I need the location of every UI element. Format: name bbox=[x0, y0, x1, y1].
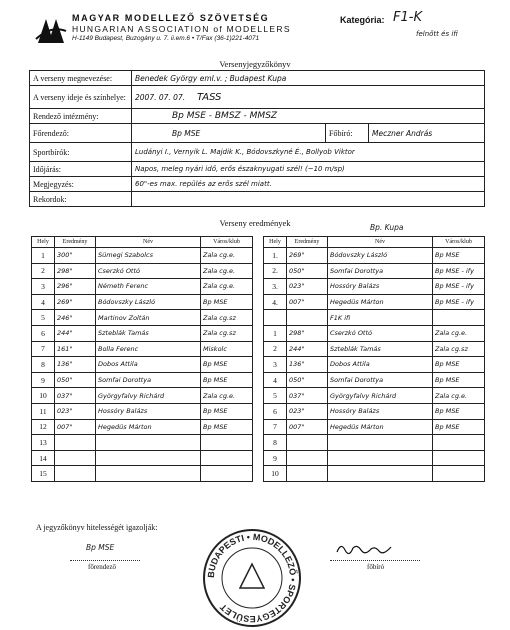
result-score: 161" bbox=[55, 341, 96, 357]
col-result: Eredmény bbox=[287, 237, 328, 248]
result-place: 7 bbox=[32, 341, 55, 357]
result-place: 13 bbox=[32, 435, 55, 451]
result-club bbox=[433, 310, 485, 326]
director-signature-label: főrendező bbox=[88, 563, 116, 571]
table-row bbox=[32, 435, 253, 451]
org-name-english: HUNGARIAN ASSOCIATION of MODELLERS bbox=[72, 24, 291, 34]
chief-judge-label: Főbíró: bbox=[326, 124, 369, 143]
result-score bbox=[287, 435, 328, 451]
result-club: Bp MSE - ify bbox=[433, 279, 485, 295]
result-place: 3. bbox=[264, 279, 287, 295]
result-name: Cserzkó Ottó bbox=[96, 263, 201, 279]
result-name: Hossóry Balázs bbox=[328, 279, 433, 295]
result-name bbox=[96, 466, 201, 482]
table-row bbox=[264, 372, 485, 388]
result-score bbox=[55, 435, 96, 451]
notes: 60"-es max. repülés az erős szél miatt. bbox=[132, 177, 485, 192]
table-row bbox=[264, 466, 485, 482]
result-place: 1. bbox=[264, 248, 287, 264]
result-place: 11 bbox=[32, 403, 55, 419]
table-row bbox=[264, 357, 485, 373]
date-place-label: A verseny ideje és színhelye: bbox=[30, 86, 132, 109]
result-club bbox=[433, 435, 485, 451]
result-name: Martinov Zoltán bbox=[96, 310, 201, 326]
result-place: 3 bbox=[32, 279, 55, 295]
result-place: 15 bbox=[32, 466, 55, 482]
result-score: 136" bbox=[287, 357, 328, 373]
competition-place: TASS bbox=[197, 91, 222, 103]
table-row bbox=[32, 388, 253, 404]
confirmation-text: A jegyzőkönyv hitelességét igazolják: bbox=[36, 523, 158, 532]
table-row bbox=[264, 435, 485, 451]
result-club: Zala cg.sz bbox=[201, 310, 253, 326]
result-name: Somfai Dorottya bbox=[328, 372, 433, 388]
result-club bbox=[201, 450, 253, 466]
result-name: Szteblák Tamás bbox=[328, 341, 433, 357]
result-name: Hossóry Balázs bbox=[96, 403, 201, 419]
result-score bbox=[287, 466, 328, 482]
result-place: 10 bbox=[32, 388, 55, 404]
result-place: 4 bbox=[264, 372, 287, 388]
result-club: Bp MSE bbox=[201, 403, 253, 419]
result-place: 8 bbox=[32, 357, 55, 373]
competition-name: Benedek György eml.v. ; Budapest Kupa bbox=[132, 71, 485, 86]
judges-label: Sportbírók: bbox=[30, 143, 132, 162]
result-name: Cserzkó Ottó bbox=[328, 325, 433, 341]
table-row bbox=[32, 325, 253, 341]
result-name: Németh Ferenc bbox=[96, 279, 201, 295]
result-club: Bp MSE bbox=[433, 372, 485, 388]
result-club: Bp MSE - ify bbox=[433, 263, 485, 279]
result-name: Hegedüs Márton bbox=[96, 419, 201, 435]
competition-info-table bbox=[29, 70, 485, 207]
result-name: Györgyfalvy Richárd bbox=[328, 388, 433, 404]
col-place: Hely bbox=[32, 237, 55, 248]
table-row bbox=[32, 310, 253, 326]
chief-judge-signature bbox=[335, 540, 395, 556]
table-row bbox=[32, 419, 253, 435]
result-score: 300" bbox=[55, 248, 96, 264]
result-score: 050" bbox=[287, 263, 328, 279]
result-score: 050" bbox=[55, 372, 96, 388]
weather-label: Időjárás: bbox=[30, 162, 132, 177]
result-club bbox=[433, 466, 485, 482]
result-place: 1 bbox=[264, 325, 287, 341]
table-row bbox=[264, 279, 485, 295]
result-place bbox=[264, 310, 287, 326]
result-place: 2. bbox=[264, 263, 287, 279]
result-score: 296" bbox=[55, 279, 96, 295]
results-table-left bbox=[31, 236, 253, 482]
result-score: 269" bbox=[55, 294, 96, 310]
table-row bbox=[32, 450, 253, 466]
result-club: Zala cg.e. bbox=[433, 388, 485, 404]
result-score: 050" bbox=[287, 372, 328, 388]
result-score: 136" bbox=[55, 357, 96, 373]
org-address: H-1149 Budapest, Buzogány u. 7. ii.em.6 • T/Fax (36-1)221-4071 bbox=[72, 35, 260, 42]
result-score: 023" bbox=[287, 403, 328, 419]
result-place: 9 bbox=[32, 372, 55, 388]
result-score: 298" bbox=[287, 325, 328, 341]
director-signature-line bbox=[70, 560, 140, 561]
result-score: 023" bbox=[287, 279, 328, 295]
result-name: Hegedüs Márton bbox=[328, 294, 433, 310]
result-place: 4 bbox=[32, 294, 55, 310]
result-name: Dobos Attila bbox=[96, 357, 201, 373]
result-place: 2 bbox=[264, 341, 287, 357]
competition-date: 2007. 07. 07. bbox=[135, 92, 186, 102]
records bbox=[132, 192, 485, 207]
result-place: 10 bbox=[264, 466, 287, 482]
result-name: Dobos Attila bbox=[328, 357, 433, 373]
result-club: Bp MSE bbox=[433, 403, 485, 419]
document-title: Versenyjegyzőkönyv bbox=[219, 59, 291, 69]
col-name: Név bbox=[328, 237, 433, 248]
records-label: Rekordok: bbox=[30, 192, 132, 207]
result-club bbox=[433, 450, 485, 466]
result-score: 007" bbox=[287, 419, 328, 435]
result-club: Bp MSE - ify bbox=[433, 294, 485, 310]
col-name: Név bbox=[96, 237, 201, 248]
result-place: 14 bbox=[32, 450, 55, 466]
result-club: Zala cg.e. bbox=[201, 263, 253, 279]
result-name bbox=[96, 450, 201, 466]
result-place: 6 bbox=[264, 403, 287, 419]
result-club: Bp MSE bbox=[201, 419, 253, 435]
table-row bbox=[264, 450, 485, 466]
result-club bbox=[201, 466, 253, 482]
result-club: Zala cg.e. bbox=[201, 279, 253, 295]
result-place: 9 bbox=[264, 450, 287, 466]
table-header-row bbox=[264, 237, 485, 248]
result-name: Bolla Ferenc bbox=[96, 341, 201, 357]
result-place: 12 bbox=[32, 419, 55, 435]
result-name: Hossóry Balázs bbox=[328, 403, 433, 419]
result-club: Zala cg.sz bbox=[201, 325, 253, 341]
director-label: Főrendező: bbox=[30, 124, 132, 143]
result-place: 6 bbox=[32, 325, 55, 341]
table-row bbox=[264, 388, 485, 404]
result-place: 2 bbox=[32, 263, 55, 279]
table-row bbox=[264, 403, 485, 419]
table-row bbox=[32, 372, 253, 388]
result-name: Somfai Dorottya bbox=[328, 263, 433, 279]
result-score: 007" bbox=[55, 419, 96, 435]
chief-judge-signature-line bbox=[330, 560, 420, 561]
result-score bbox=[287, 450, 328, 466]
association-logo bbox=[34, 13, 68, 47]
result-score: 246" bbox=[55, 310, 96, 326]
table-row bbox=[264, 263, 485, 279]
result-score bbox=[55, 450, 96, 466]
col-place: Hely bbox=[264, 237, 287, 248]
organizer: Bp MSE - BMSZ - MMSZ bbox=[132, 109, 485, 124]
col-club: Város/klub bbox=[201, 237, 253, 248]
result-club: Bp MSE bbox=[201, 357, 253, 373]
result-score: 298" bbox=[55, 263, 96, 279]
judges: Ludányi I., Vernyik L. Majdik K., Bódovszkyné É., Bollyob Viktor bbox=[132, 143, 485, 162]
result-club: Bp MSE bbox=[201, 372, 253, 388]
stamp-text: BUDAPESTI • MODELLEZŐ • SPORTEGYESÜLET bbox=[205, 531, 299, 625]
result-club: Bp MSE bbox=[433, 357, 485, 373]
result-club: Zala cg.e. bbox=[433, 325, 485, 341]
table-header-row bbox=[32, 237, 253, 248]
result-club: Bp MSE bbox=[433, 419, 485, 435]
result-club bbox=[201, 435, 253, 451]
table-row bbox=[264, 325, 485, 341]
table-row bbox=[264, 310, 485, 326]
table-row bbox=[264, 294, 485, 310]
result-club: Zala cg.e. bbox=[201, 388, 253, 404]
result-name bbox=[328, 450, 433, 466]
weather: Napos, meleg nyári idő, erős északnyugati szél! (~10 m/sp) bbox=[132, 162, 485, 177]
result-name: Hegedüs Márton bbox=[328, 419, 433, 435]
table-row bbox=[32, 279, 253, 295]
result-score: 023" bbox=[55, 403, 96, 419]
club-stamp bbox=[200, 526, 304, 630]
result-name bbox=[328, 466, 433, 482]
result-place: 7 bbox=[264, 419, 287, 435]
result-place: 3 bbox=[264, 357, 287, 373]
category-sub: felnőtt és ifi bbox=[416, 30, 458, 38]
result-score: 244" bbox=[55, 325, 96, 341]
result-name: F1K ifi bbox=[328, 310, 433, 326]
result-club: Bp MSE bbox=[201, 294, 253, 310]
result-name bbox=[96, 435, 201, 451]
result-score bbox=[55, 466, 96, 482]
table-row bbox=[264, 419, 485, 435]
result-score: 269" bbox=[287, 248, 328, 264]
result-score: 244" bbox=[287, 341, 328, 357]
result-name bbox=[328, 435, 433, 451]
category-label: Kategória: bbox=[340, 15, 385, 25]
chief-judge: Meczner András bbox=[369, 124, 485, 143]
table-row bbox=[32, 248, 253, 264]
result-name: Bódovszky László bbox=[96, 294, 201, 310]
director-signature: Bp MSE bbox=[86, 543, 115, 552]
result-name: Sümegi Szabolcs bbox=[96, 248, 201, 264]
notes-label: Megjegyzés: bbox=[30, 177, 132, 192]
result-place: 1 bbox=[32, 248, 55, 264]
result-name: Somfai Dorottya bbox=[96, 372, 201, 388]
table-row bbox=[32, 294, 253, 310]
table-row bbox=[32, 341, 253, 357]
col-club: Város/klub bbox=[433, 237, 485, 248]
result-score: 037" bbox=[287, 388, 328, 404]
col-result: Eredmény bbox=[55, 237, 96, 248]
results-title: Verseny eredmények bbox=[219, 218, 291, 228]
result-club: Zala cg.sz bbox=[433, 341, 485, 357]
competition-name-label: A verseny megnevezése: bbox=[30, 71, 132, 86]
table-row bbox=[264, 341, 485, 357]
result-score bbox=[287, 310, 328, 326]
table-row bbox=[32, 263, 253, 279]
result-place: 8 bbox=[264, 435, 287, 451]
result-club: Zala cg.e. bbox=[201, 248, 253, 264]
result-name: Szteblák Tamás bbox=[96, 325, 201, 341]
result-name: Bódovszky László bbox=[328, 248, 433, 264]
results-table-right bbox=[263, 236, 485, 482]
table-row bbox=[264, 248, 485, 264]
table-row bbox=[32, 357, 253, 373]
table-row bbox=[32, 403, 253, 419]
organizer-label: Rendező intézmény: bbox=[30, 109, 132, 124]
org-name-hungarian: MAGYAR MODELLEZŐ SZÖVETSÉG bbox=[72, 13, 270, 23]
svg-text:BUDAPESTI • MODELLEZŐ • SPORTE bbox=[206, 532, 299, 624]
table-row bbox=[32, 466, 253, 482]
date-place-cell bbox=[132, 86, 485, 109]
result-place: 5 bbox=[32, 310, 55, 326]
category-value: F1-K bbox=[393, 10, 422, 25]
result-score: 007" bbox=[287, 294, 328, 310]
result-club: Bp MSE bbox=[433, 248, 485, 264]
result-place: 4. bbox=[264, 294, 287, 310]
result-place: 5 bbox=[264, 388, 287, 404]
result-score: 037" bbox=[55, 388, 96, 404]
result-club: Miskolc bbox=[201, 341, 253, 357]
result-name: Györgyfalvy Richárd bbox=[96, 388, 201, 404]
chief-judge-signature-label: főbíró bbox=[367, 563, 385, 571]
results-subtitle: Bp. Kupa bbox=[370, 223, 404, 232]
director: Bp MSE bbox=[132, 124, 326, 143]
